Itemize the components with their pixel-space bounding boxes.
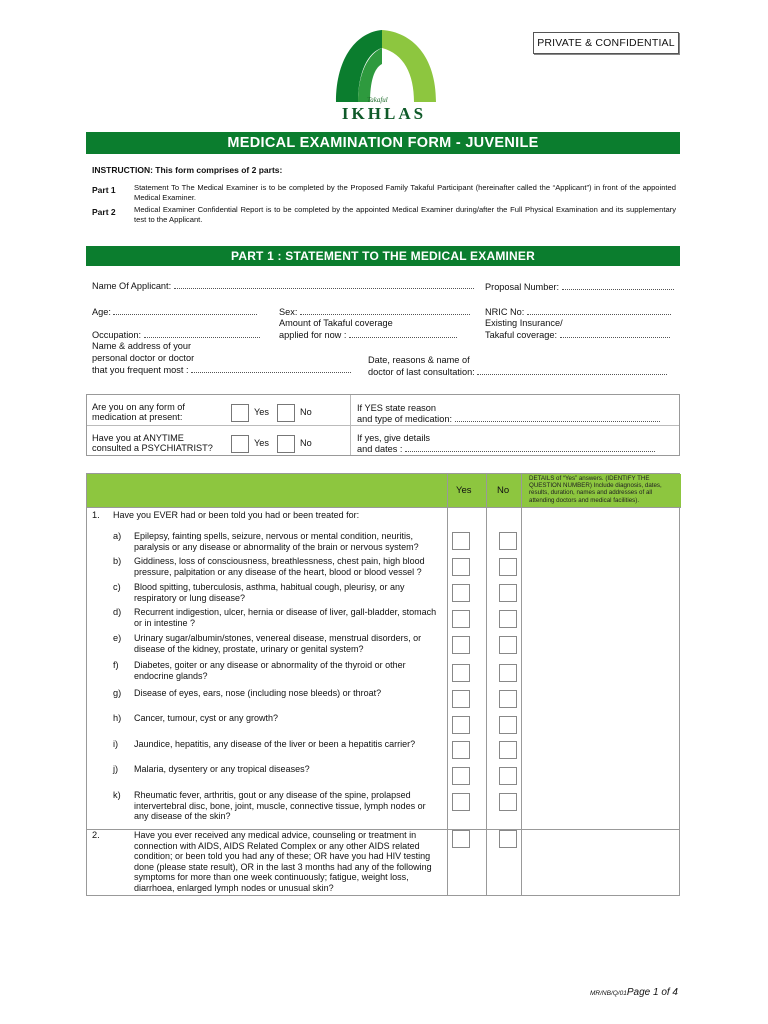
item-h-letter: h) [113,713,122,723]
part1-label: Part 1 [92,185,116,195]
doctor-field[interactable] [92,364,351,376]
item-h-text: Cancer, tumour, cyst or any growth? [134,713,279,723]
item-h-no-checkbox[interactable] [499,716,517,734]
item-k-text: Rheumatic fever, arthritis, gout or any disease of the spine, prolapsed intervertebral disc, bone, joint, muscle, connective tissue, lymph nodes or any disease of the skin? [134,790,426,822]
medication-reason-label: and type of medication: [357,414,452,424]
existing-input-line[interactable] [560,329,670,338]
psychiatrist-yes-label: Yes [254,438,269,448]
item-c-no-checkbox[interactable] [499,584,517,602]
item-f-no-checkbox[interactable] [499,664,517,682]
occupation-input-line[interactable] [144,329,260,338]
psychiatrist-no-label: No [300,438,312,448]
item-d-text: Recurrent indigestion, ulcer, hernia or disease of liver, gall-bladder, stomach or in intestine ? [134,607,437,628]
table-header [87,474,681,508]
item-i-text: Jaundice, hepatitis, any disease of the liver or been a hepatitis carrier? [134,739,416,749]
item-j-no-checkbox[interactable] [499,767,517,785]
existing-label-1: Existing Insurance/ [485,318,563,328]
confidential-label: PRIVATE & CONFIDENTIAL [533,32,679,54]
psychiatrist-details-line1: If yes, give details [357,433,431,443]
item-f-letter: f) [113,660,119,670]
amount-field[interactable] [279,329,457,341]
age-label: Age: [92,307,111,317]
item-b-no-checkbox[interactable] [499,558,517,576]
nric-field[interactable] [485,306,671,318]
age-input-line[interactable] [113,306,257,315]
medication-row-divider [87,425,679,426]
psychiatrist-yes-checkbox[interactable] [231,435,249,453]
item-c-yes-checkbox[interactable] [452,584,470,602]
nric-input-line[interactable] [527,306,671,315]
medication-no-checkbox[interactable] [277,404,295,422]
item-g-text: Disease of eyes, ears, nose (including nose bleeds) or throat? [134,688,382,698]
item-j-text: Malaria, dysentery or any tropical diseases? [134,764,310,774]
item-i-yes-checkbox[interactable] [452,741,470,759]
q2-yes-checkbox[interactable] [452,830,470,848]
item-f-text: Diabetes, goiter or any disease or abnormality of the thyroid or other endocrine glands? [134,660,406,681]
occupation-field[interactable] [92,329,260,341]
item-c-text: Blood spitting, tuberculosis, asthma, habitual cough, pleurisy, or any respiratory or lung disease? [134,582,405,603]
proposal-input-line[interactable] [562,281,674,290]
item-k-letter: k) [113,790,121,800]
item-g-no-checkbox[interactable] [499,690,517,708]
doctor-label-3: that you frequent most : [92,365,189,375]
form-code: MR/NB/Q/01 [590,990,627,997]
medication-q1-line2: medication at present: [92,412,183,422]
psychiatrist-q-line2: consulted a PSYCHIATRIST? [92,443,213,453]
item-b-letter: b) [113,556,122,566]
medication-no-label: No [300,407,312,417]
item-d-letter: d) [113,607,122,617]
sex-field[interactable] [279,306,470,318]
item-k-yes-checkbox[interactable] [452,793,470,811]
consult-field[interactable] [368,366,667,378]
age-field[interactable] [92,306,257,318]
medication-box [86,394,680,456]
item-c-letter: c) [113,582,121,592]
doctor-input-line[interactable] [191,364,351,373]
doctor-label-2: personal doctor or doctor [92,353,195,363]
item-e-letter: e) [113,633,122,643]
consult-label-1: Date, reasons & name of [368,355,470,365]
item-g-yes-checkbox[interactable] [452,690,470,708]
sex-input-line[interactable] [300,306,470,315]
item-a-no-checkbox[interactable] [499,532,517,550]
instruction-title: INSTRUCTION: This form comprises of 2 parts: [92,165,283,175]
occupation-label: Occupation: [92,330,142,340]
medication-reason-field[interactable] [357,413,660,425]
medication-yes-label: Yes [254,407,269,417]
logo-wordmark: IKHLAS [341,104,427,123]
item-a-yes-checkbox[interactable] [452,532,470,550]
name-input-line[interactable] [174,280,474,289]
consult-label-2: doctor of last consultation: [368,367,475,377]
page-number: Page 1 of 4 [626,987,678,998]
medication-q1-line1: Are you on any form of [92,402,185,412]
q2-number: 2. [92,830,100,840]
proposal-field[interactable] [485,281,674,293]
name-field[interactable] [92,280,474,292]
item-j-letter: j) [113,764,119,774]
medication-reason-input-line[interactable] [455,413,660,422]
amount-input-line[interactable] [349,329,457,338]
sex-label: Sex: [279,307,298,317]
header-yes: Yes [456,485,472,496]
amount-label-1: Amount of Takaful coverage [279,318,393,328]
item-k-no-checkbox[interactable] [499,793,517,811]
item-e-no-checkbox[interactable] [499,636,517,654]
item-e-yes-checkbox[interactable] [452,636,470,654]
col-divider-yes [447,474,448,895]
item-j-yes-checkbox[interactable] [452,767,470,785]
part1-description: Statement To The Medical Examiner is to be completed by the Proposed Family Takaful Participant (hereinafter called the “Applicant”) in front of the appointed Medical Examiner. [134,183,676,202]
proposal-label: Proposal Number: [485,282,560,292]
medication-yes-checkbox[interactable] [231,404,249,422]
consult-input-line[interactable] [477,366,667,375]
item-i-no-checkbox[interactable] [499,741,517,759]
page-footer [590,987,678,998]
item-h-yes-checkbox[interactable] [452,716,470,734]
item-b-yes-checkbox[interactable] [452,558,470,576]
medication-col-divider [350,395,351,455]
item-d-no-checkbox[interactable] [499,610,517,628]
psychiatrist-q-line1: Have you at ANYTIME [92,433,184,443]
item-i-letter: i) [113,739,119,749]
item-a-letter: a) [113,531,122,541]
psychiatrist-details-field[interactable] [357,443,655,455]
doctor-label-1: Name & address of your [92,341,192,351]
name-label: Name Of Applicant: [92,281,172,291]
q2-text: Have you ever received any medical advice, counseling or treatment in connection with AIDS, AIDS Related Complex or any other AIDS related condition; or been told you had any of these; OR have you had HIV testing done (please state result), OR in the last 3 months had any of the following symptoms for more than one week continuously; fatigue, weight loss, diarrhoea, enlarged lymph nodes or unusual skin? [134,830,432,893]
psychiatrist-details-input-line[interactable] [405,443,655,452]
part2-label: Part 2 [92,207,116,217]
q1-text: Have you EVER had or been told you had or been treated for: [113,510,360,520]
item-e-text: Urinary sugar/albumin/stones, venereal disease, menstrual disorders, or disease of the kidney, prostate, urinary or genital system? [134,633,422,654]
item-f-yes-checkbox[interactable] [452,664,470,682]
logo-subtext: Takaful [367,96,388,104]
item-b-text: Giddiness, loss of consciousness, breathlessness, chest pain, high blood pressure, palpitation or any disease of the heart, blood or blood vessel ? [134,556,425,577]
part1-title: PART 1 : STATEMENT TO THE MEDICAL EXAMINER [86,246,680,266]
psychiatrist-details-label: and dates : [357,444,403,454]
q1-number: 1. [92,510,100,520]
medication-reason-line1: If YES state reason [357,403,436,413]
existing-field[interactable] [485,329,670,341]
item-g-letter: g) [113,688,122,698]
col-divider-details [521,474,522,895]
header-details: DETAILS of “Yes” answers. (IDENTIFY THE QUESTION NUMBER) Include diagnosis, dates, results, duration, names and addresses of all attending doctors and medical facilities). [529,475,662,504]
nric-label: NRIC No: [485,307,525,317]
existing-label-2: Takaful coverage: [485,330,558,340]
q2-no-checkbox[interactable] [499,830,517,848]
col-divider-no [486,474,487,895]
header-no: No [497,485,510,496]
amount-label-2: applied for now : [279,330,347,340]
item-a-text: Epilepsy, fainting spells, seizure, nervous or mental condition, neuritis, paralysis or any disease or abnormality of the brain or nervous system? [134,531,419,552]
form-title: MEDICAL EXAMINATION FORM - JUVENILE [86,132,680,154]
part2-description: Medical Examiner Confidential Report is to be completed by the appointed Medical Examiner during/after the Full Physical Examination and its supplementary test to the Applicant. [134,205,676,224]
psychiatrist-no-checkbox[interactable] [277,435,295,453]
item-d-yes-checkbox[interactable] [452,610,470,628]
